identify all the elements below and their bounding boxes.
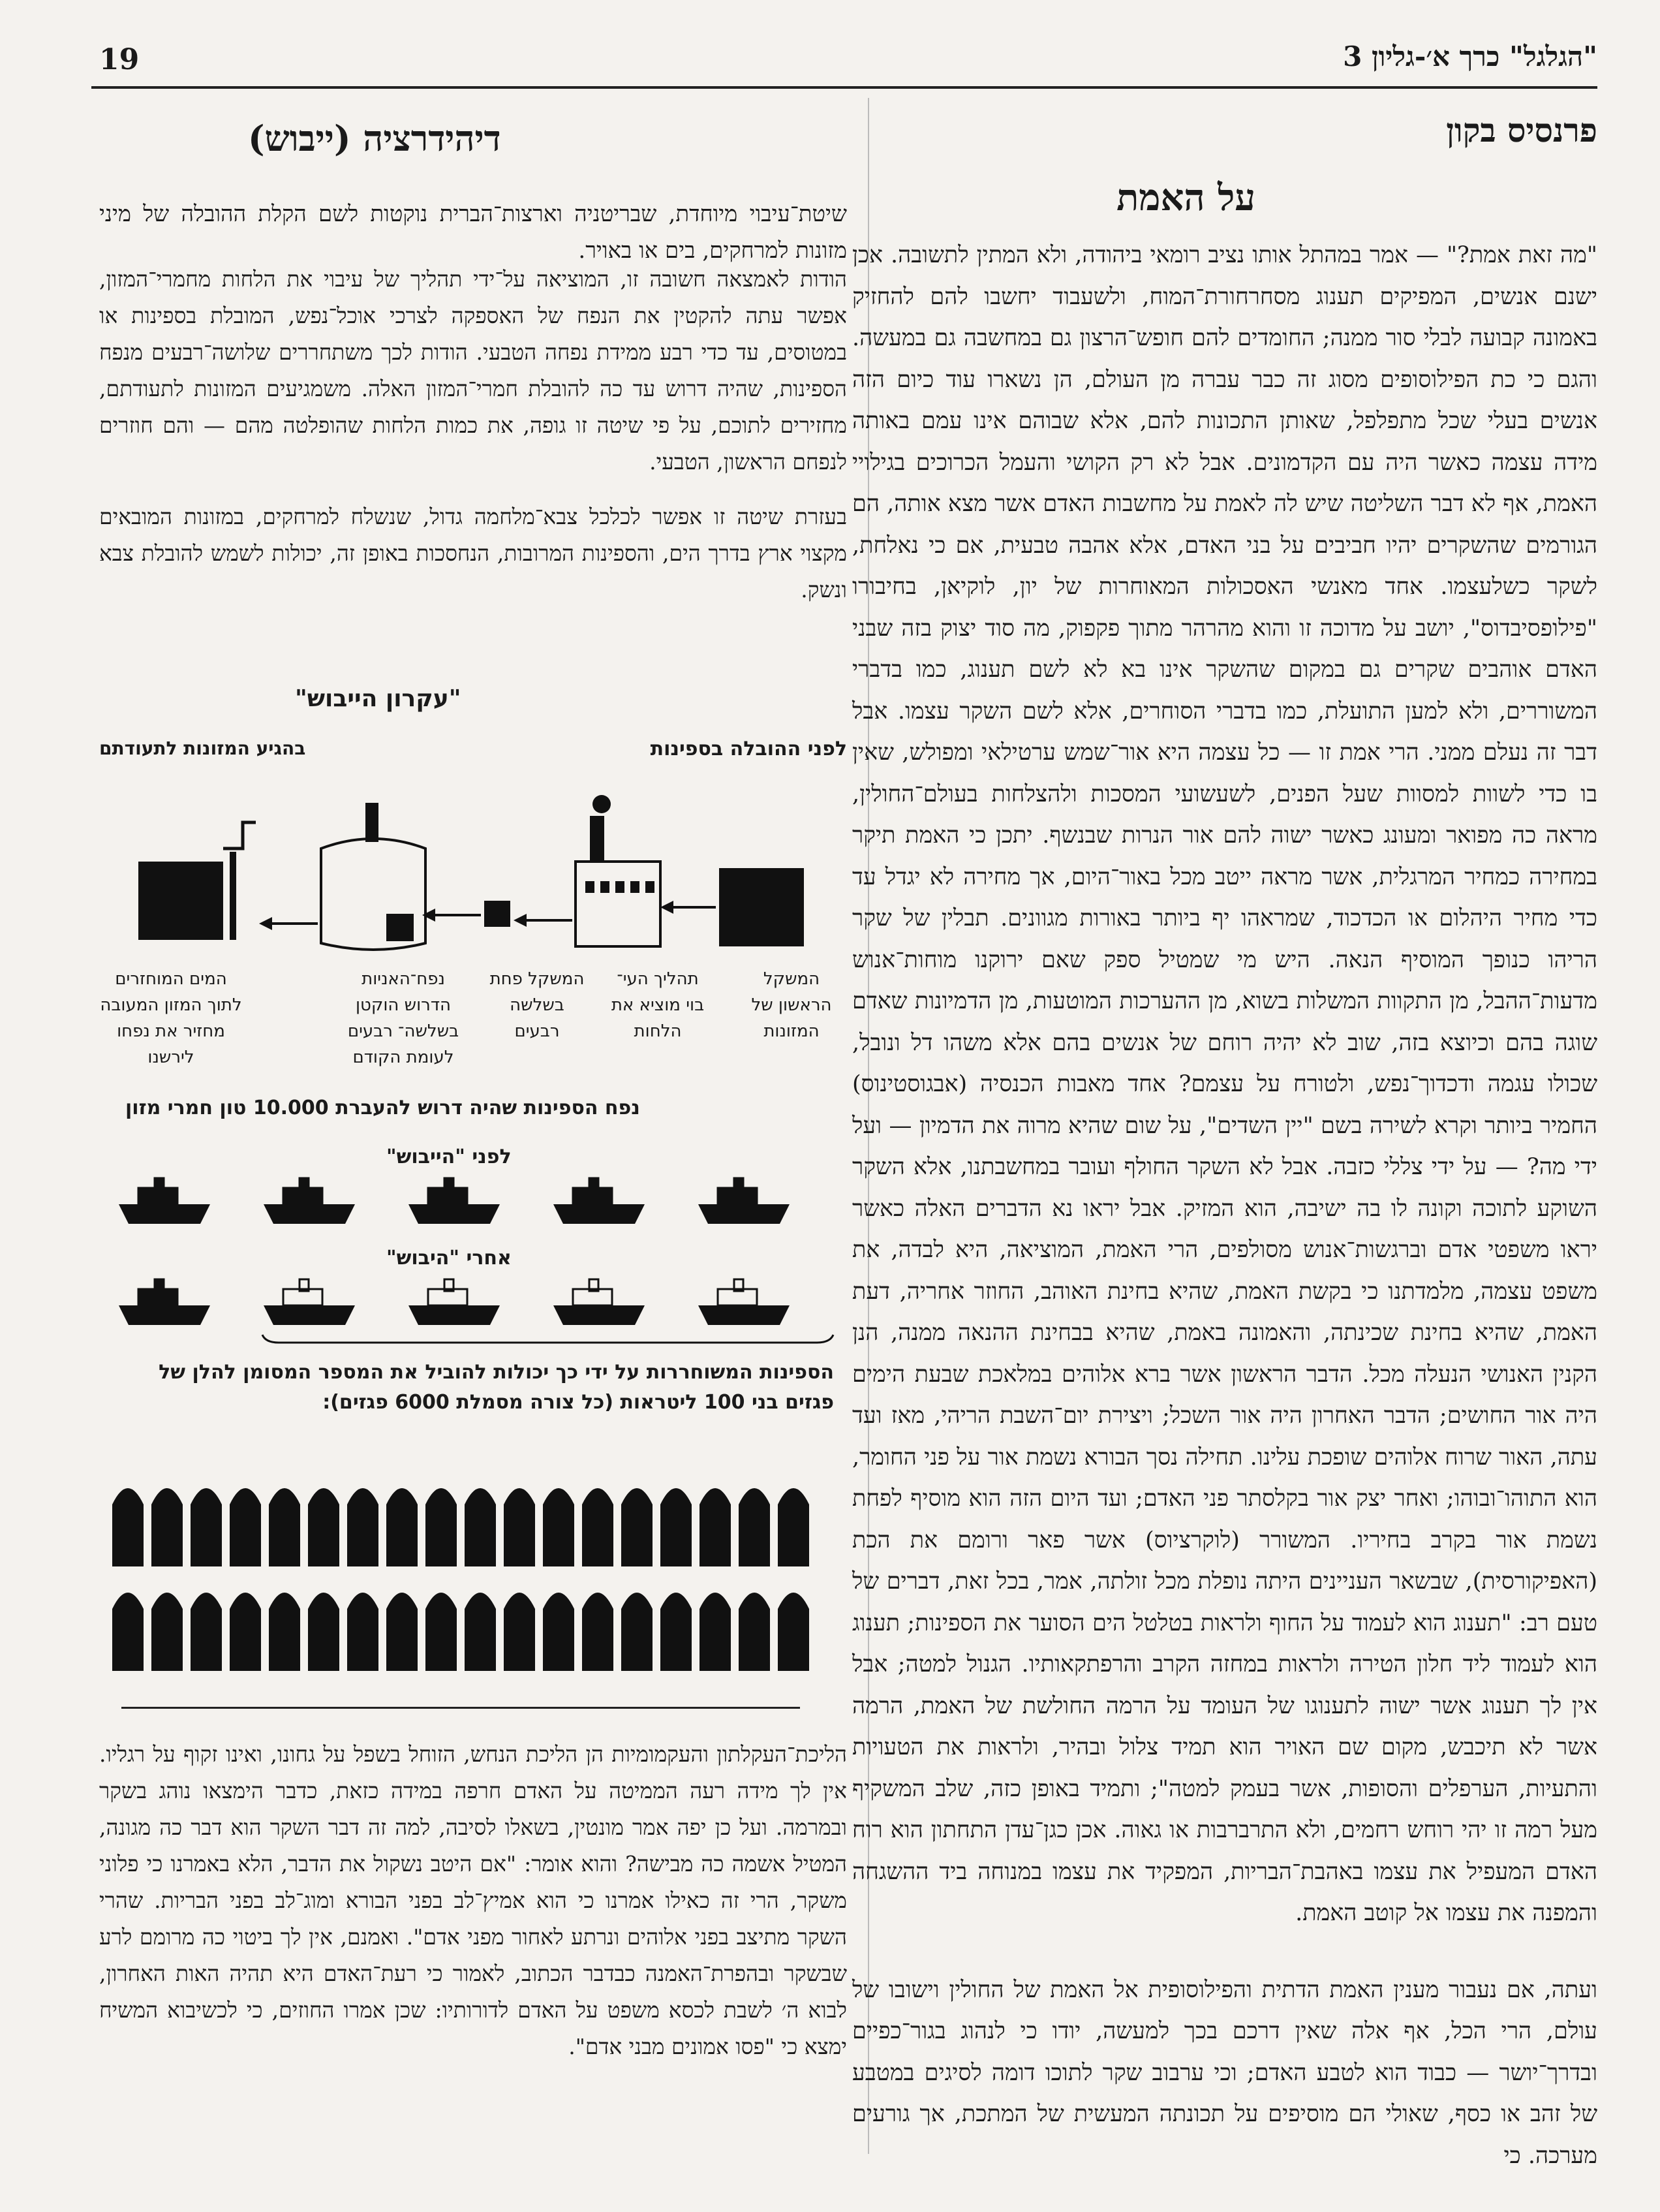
paragraph: ועתה, אם נעבור מענין האמת הדתית והפילוסופית אל האמת של החולין וישובו של עולם, הרי הכל, אף אלה שאין דרכם בכך למעשה, יודו כי לנהוג בגור־כפיים ובדרך־יושר — כבוד הוא לטבע האדם; וכי ערבוב שקר לתוכו דומה לסיגים במטבע של זהב או כסף, שאולי הם מוסיפים על תכונתה המעשית של המתכת, אך גורעים מערכה. כי bbox=[852, 1976, 1597, 2169]
left-bottom-text: הליכת־העקלתון והעקמומיות הן הליכת הנחש, הזוחל בשפל על גחונו, ואינו זקוף על רגליו. אין לך מידה רעה הממיטה על האדם חרפה במידה כזאת, כדבר הימצאו נוהג בשקר ובמרמה. ועל כן יפה אמר מונטין, בשאלו לסיבה, למה זה דבר השקר הוא דבר כה מגונה, המטיל אשמה כה מבישה? והוא אומר: "אם היטב נשקול את הדבר, הלא באמרנו כי פלוני משקר, הרי זה כאילו אמרנו כי הוא אמיץ־לב בפני הבורא ומוג־לב בפני הבריות. שהרי השקר מתיצב בפני אלוהים ונרתע לאחור מפני אדם". ואמנם, אין לך ביטוי כה מרומם לרע שבשקר ובהפרת־האמנה כבדבר הכתוב, לאמור כי רעת־האדם היא תהיה האות האחרון, לבוא ה׳ לשבת לכסא משפט על האדם לדורותיו: שכן אמרו החוזים, כי לכשיבוא המשיח ימצא כי "פסו אמונים מבני אדם". bbox=[99, 1741, 847, 2059]
shell-icon bbox=[230, 1593, 261, 1671]
shell-icon bbox=[739, 1488, 770, 1566]
dehydration-lead: שיטת־עיבוי מיוחדת, שבריטניה וארצות־הברית נוקטות לשם הקלת ההובלה של מיני מזונות למרחקים, בים או באויר. bbox=[99, 201, 847, 264]
caption-ship-volume: נפח־האניות הדרוש הוקטן בשלשה־ רבעים לעומת הקודם bbox=[347, 969, 459, 1067]
shell-icon bbox=[112, 1593, 144, 1671]
caption-original-weight: המשקל הראשון של המזונות bbox=[751, 969, 832, 1041]
dehydration-title: דיהידרציה (ייבוש) bbox=[248, 117, 501, 159]
empty-ship bbox=[408, 1279, 500, 1325]
shell-icon bbox=[308, 1488, 339, 1566]
loaded-ship bbox=[553, 1178, 645, 1224]
shell-icon bbox=[465, 1488, 496, 1566]
shell-icon bbox=[778, 1593, 809, 1671]
shells-grid bbox=[99, 1469, 847, 1684]
dehydration-body bbox=[99, 261, 847, 627]
shell-icon bbox=[347, 1488, 378, 1566]
paragraph: בעזרת שיטה זו אפשר לכלכל צבא־מלחמה גדול, שנשלח למרחקים, במזונות המובאים מקצוי ארץ בדרך הים, והספינות המרובות, הנחסכות באופן זה, יכולות לשמש להובלת צבא ונשק. bbox=[99, 504, 847, 602]
reduced-weight-block bbox=[484, 901, 510, 927]
empty-ship bbox=[264, 1279, 355, 1325]
right-article-body bbox=[852, 235, 1597, 2212]
ships-after-row bbox=[99, 1276, 847, 1348]
original-weight-block bbox=[719, 868, 804, 946]
ships-volume-note: נפח הספינות שהיה דרוש להעברת 10.000 טון חמרי מזון bbox=[125, 1097, 640, 1119]
running-head: "הגלגל" כרך א׳-גליון 3 bbox=[1343, 40, 1597, 72]
factory-chimney bbox=[590, 816, 604, 863]
empty-ship bbox=[553, 1279, 645, 1325]
shell-icon bbox=[269, 1488, 300, 1566]
shell-icon bbox=[112, 1488, 144, 1566]
loaded-ship bbox=[119, 1178, 210, 1224]
shell-icon bbox=[191, 1488, 222, 1566]
after-drying-label: אחרי "היבוש" bbox=[386, 1247, 512, 1270]
caption-drying-process: תהליך העי־ בוי מוציא את הלחות bbox=[611, 969, 705, 1041]
shell-icon bbox=[230, 1488, 261, 1566]
shell-icon bbox=[386, 1488, 418, 1566]
shell-icon bbox=[425, 1488, 457, 1566]
factory-icon bbox=[576, 862, 660, 946]
loaded-ship bbox=[119, 1279, 210, 1325]
shell-icon bbox=[582, 1593, 613, 1671]
page-number: 19 bbox=[99, 43, 140, 76]
freed-ships-note: הספינות המשוחררות על ידי כך יכולות להוביל את המספר המסומן להלן של פגזים בני 100 ליטראות (כל צורה מסמלת 6000 פגזים): bbox=[159, 1361, 834, 1414]
water-tap-icon bbox=[223, 822, 256, 849]
empty-ship bbox=[698, 1279, 790, 1325]
shell-icon bbox=[151, 1488, 183, 1566]
shell-icon bbox=[386, 1593, 418, 1671]
shell-icon bbox=[504, 1593, 535, 1671]
loaded-ship bbox=[264, 1178, 355, 1224]
shell-icon bbox=[425, 1593, 457, 1671]
before-drying-label: לפני "הייבוש" bbox=[386, 1145, 512, 1168]
loaded-ship bbox=[698, 1178, 790, 1224]
shell-icon bbox=[582, 1488, 613, 1566]
shell-icon bbox=[543, 1488, 574, 1566]
header-rule bbox=[91, 86, 1597, 89]
shell-icon bbox=[465, 1593, 496, 1671]
article-title: על האמת bbox=[1116, 176, 1255, 219]
shell-icon bbox=[504, 1488, 535, 1566]
shell-icon bbox=[699, 1488, 731, 1566]
shell-icon bbox=[621, 1593, 653, 1671]
shell-icon bbox=[151, 1593, 183, 1671]
shell-icon bbox=[347, 1593, 378, 1671]
restored-food-block bbox=[138, 862, 223, 940]
ship-mast bbox=[365, 803, 378, 842]
before-shipping-label: לפני ההובלה בספינות bbox=[650, 738, 847, 760]
shell-icon bbox=[269, 1593, 300, 1671]
shell-icon bbox=[543, 1593, 574, 1671]
shell-icon bbox=[699, 1593, 731, 1671]
shell-icon bbox=[660, 1488, 692, 1566]
shell-icon bbox=[660, 1593, 692, 1671]
factory-smoke bbox=[592, 795, 611, 813]
shell-icon bbox=[778, 1488, 809, 1566]
paragraph: הודות לאמצאה חשובה זו, המוציאה על־ידי תהליך של עיבוי את הלחות מחמרי־המזון, אפשר עתה להקטין את הנפח של האספקה לצרכי אוכל־נפש, המובלת בספינות או במטוסים, עד כדי רבע ממידת נפחה הטבעי. הודות לכך משתחררים שלושה־רבעים מנפח הספינות, שהיה דרוש עד כה להובלת חמרי־המזון האלה. משמגיעים המזונות לתעודתם, מחזירים לתוכם, על פי שיטה זו גופה, את כמות הלחות שהופלטה מהם — והם חוזרים לנפחם הראשון, הטבעי. bbox=[99, 266, 847, 475]
process-arrowhead bbox=[660, 901, 673, 914]
on-arrival-label: בהגיע המזונות לתעודתם bbox=[99, 738, 306, 759]
process-illustration bbox=[99, 777, 847, 959]
caption-weight-reduced: המשקל פחת בשלשה רבעים bbox=[489, 969, 585, 1041]
shell-icon bbox=[739, 1593, 770, 1671]
paragraph: "מה זאת אמת?" — אמר במהתל אותו נציב רומאי ביהודה, ולא המתין לתשובה. אכן ישנם אנשים, המפיקים תענוג מסחרחורת־המוח, ולשעבוד יחשבו להם להחזיק באמונה קבועה לבלי סור ממנה; החומדים להם חופש־הרצון גם במחשבה גם במעשה. והגם כי כת הפילוסופים מסוג זה כבר עברה מן העולם, הן נשארו עוד כיום הזה אנשים בעלי שכל מתפלפל, שאותן התכונות להם, אלא שבוהם אינו עמם באותה מידה עצמה כאשר היה עם הקדמונים. אבל לא רק הקושי והעמל הכרוכים בגילויי האמת, אף לא דבר השליטה שיש לה לאמת על מחשבות האדם אשר מצא אותה, הם הגורמים שהשקרים יהיו חביבים על בני האדם, אלא אהבה טבעית, אם כי נאלחת, לשקר כשלעצמו. אחד מאנשי האסכולות המאוחרות של יון, לוקיאן, בחיבורו "פילופסיבדוס", יושב על מדוכה זו והוא מהרהר מתוך פקפוק, מה סוד יצוק בזה שבני האדם אוהבים שקרים גם במקום שהשקר אינו בא לא לשם תענוג, כמו בדברי המשוררים, ולא למען התועלת, כמו בדברי הסוחרים, אלא לשם השקר עצמו. אבל דבר זה נעלם ממני. הרי אמת זו — כל עצמה היא אור־שמש ערטילאי ומפולש, שאין בו כדי לשוות למסוות שעל הפנים, לשעשועי המסכות ולהצלחות בעולם־החולין, מראה כה מפואר ומעונג כאשר ישוה להם אור הנרות שבנשף. יתכן כי האמת תיקר במחירה כמחיר המרגלית, אשר מראה ייטב מכל באור־היום, אך מחירה לא יגדל עד כדי מחיר היהלום או הכדכוד, שמראהו יף ביותר באורות מגוונים. תבלין של שקר הריהו כנופך המוסיף הנאה. היש מי שמטיל ספק שאם ירוקנו מוחות־אנוש מדעות־ההבל, מן התקוות המשלות בשוא, מן ההערכות המוטעות, מן הדמיונות שאדם שוגה בהם וכיוצא בזה, שוב לא יהיה רוחם של אנשים בהם אלא משהו דל ונובל, שכולו עגמה ודכדוך־נפש, ולטורח על עצמם? אחד מאבות הכנסיה (אבגוסטינוס) החמיר ביותר וקרא לשירה בשם "יין השדים", על שום שהיא מרוה את הדמיון — ועל ידי מה? — על ידי צללי כזבה. אבל לא השקר החולף ועובר במחשבתנו, אלא השקר השוקע לתוכה וקונה לו בה ישיבה, הוא המזיק. אבל יראו נא הדברים האלה כאשר יראו משפטי אדם וברגשות־אנוש מסולפים, הרי האמת, המוציאה, היא לבדה, את משפט עצמה, מלמדתנו כי בקשת האמת, שהיא בחינת האוהב, החוזר אחריה, דעת האמת, שהיא בחינת שכינתה, והאמונה באמת, שהיא בבחינת ההנאה ממנה, הנן הקנין האנושי הנעלה מכל. הדבר הראשון אשר ברא אלוהים במלאכת שבעת הימים היה אור החושים; הדבר האחרון היה אור השכל; ויצירת יום־השבת הריהי, מאז ועד עתה, האור שרוח אלוהים שופכת עלינו. תחילה נסך הבורא נשמת אור על פני החומר, הוא התוהו־ובוהו; ואחר יצק אור בקלסתר פני האדם; ועד היום הזה הוא מוסיף לפחת נשמת אור בקרב בחיריו. המשורר (לוקרציוס) אשר פאר ורומם את הכת (האפיקורסית), שבשאר העניינים היתה נופלת מכל זולתה, אמר, בכל זאת, דברים של טעם רב: "תענוג הוא לעמוד על החוף ולראות בטלטל הים הסוער את הספינות; תענוג הוא לעמוד ליד חלון הטירה ולראות במחזה הקרב והרפתקאותיו. הגנול למטה; אבל אין לך תענוג אשר ישוה לתענוגו של העומד על הרמה החולשת של האמת, הרמה אשר לא תיכבש, מקום שם האויר הוא תמיד צלול ובהיר, ולראות את הטעויות והתעיות, הערפלים והסופות, אשר בעמק למטה"; ותמיד באופן כזה, שלב המשקיף מעל רמה זו יהי רוחש רחמים, ולא התרברבות או גאוה. אכן כגן־עדן התחתון הוא רוח האדם המעפיל את עצמו באהבת־הבריות, המפקיד את עצמו במנוחה ביד ההשגחה והמפנה את עצמו אל קוטב האמת. bbox=[852, 242, 1597, 1926]
process-arrowhead bbox=[514, 914, 527, 927]
bracket bbox=[262, 1335, 833, 1343]
section-rule bbox=[121, 1707, 800, 1709]
caption-water-restored: המים המוחזרים לתוך המזון המעובה מחזיר את נפחו לירשנו bbox=[100, 969, 242, 1067]
ships-before-row bbox=[99, 1175, 847, 1234]
shell-icon bbox=[191, 1593, 222, 1671]
shell-icon bbox=[308, 1593, 339, 1671]
process-arrowhead bbox=[259, 917, 272, 930]
drying-principle-diagram bbox=[99, 685, 847, 1743]
shell-icon bbox=[621, 1488, 653, 1566]
diagram-title: "עקרון הייבוש" bbox=[295, 685, 461, 712]
cargo-block bbox=[386, 914, 414, 941]
loaded-ship bbox=[408, 1178, 500, 1224]
article-author: פרנסיס בקון bbox=[1446, 111, 1597, 149]
